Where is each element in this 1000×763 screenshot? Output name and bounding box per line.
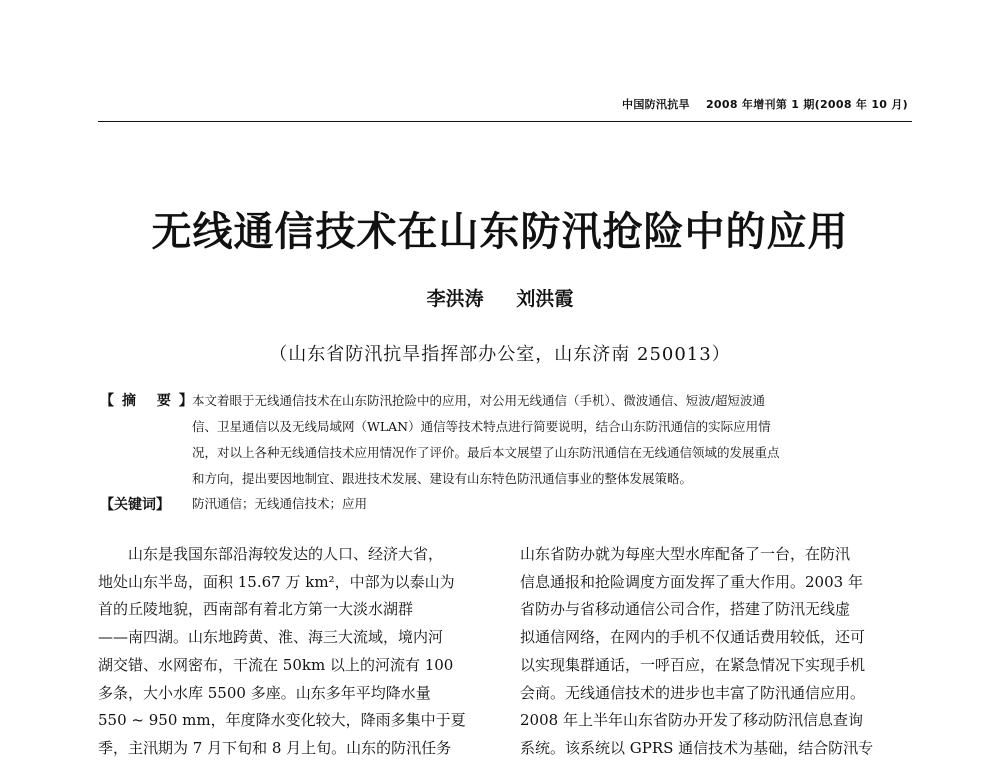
keywords-label: 【关键词】 <box>100 497 170 513</box>
abstract-line: 况，对以上各种无线通信技术应用情况作了评价。最后本文展望了山东防汛通信在无线通信领域的发展重点 <box>192 445 780 460</box>
article-title: 无线通信技术在山东防汛抢险中的应用 <box>151 208 849 255</box>
abstract-line: 本文着眼于无线通信技术在山东防汛抢险中的应用，对公用无线通信（手机）、微波通信、短波/超短波通 <box>192 393 765 408</box>
body-line: 省防办与省移动通信公司合作，搭建了防汛无线虚 <box>520 600 851 619</box>
abstract-line: 和方向，提出要因地制宜、跟进技术发展、建设有山东特色防汛通信事业的整体发展策略。 <box>192 471 693 486</box>
body-line: 湖交错、水网密布，干流在 50km 以上的河流有 100 <box>98 655 454 674</box>
abstract-text <box>192 388 912 492</box>
issue-info: 2008 年增刊第 1 期(2008 年 10 月) <box>705 98 908 111</box>
body-line: 2008 年上半年山东省防办开发了移动防汛信息查询 <box>520 711 863 730</box>
body-line: 系统。该系统以 GPRS 通信技术为基础，结合防汛专 <box>520 738 874 757</box>
body-line: ——南四湖。山东地跨黄、淮、海三大流域，境内河 <box>98 628 444 647</box>
body-line: 首的丘陵地貌，西南部有着北方第一大淡水湖群 <box>98 600 414 619</box>
author-2: 刘洪霞 <box>516 288 574 310</box>
authors <box>0 284 1000 311</box>
body-line: 多条，大小水库 5500 多座。山东多年平均降水量 <box>98 683 431 702</box>
body-line: 季，主汛期为 7 月下旬和 8 月上旬。山东的防汛任务 <box>98 738 452 757</box>
body-line: 550 ~ 950 mm，年度降水变化较大，降雨多集中于夏 <box>98 711 466 730</box>
author-1: 李洪涛 <box>426 288 484 310</box>
abstract-label: 【摘 要】 <box>100 393 201 409</box>
journal-name: 中国防汛抗旱 <box>622 98 690 111</box>
body-column-right <box>520 541 912 763</box>
body-line: 地处山东半岛，面积 15.67 万 km²，中部为以泰山为 <box>98 572 455 591</box>
affiliation: （山东省防汛抗旱指挥部办公室，山东济南 250013） <box>269 344 731 365</box>
header-rule <box>98 121 912 122</box>
body-line: 信息通报和抢险调度方面发挥了重大作用。2003 年 <box>520 572 863 591</box>
keywords-text: 防汛通信；无线通信技术；应用 <box>192 496 368 511</box>
body-column-left <box>98 541 490 763</box>
body-line: 以实现集群通话，一呼百应，在紧急情况下实现手机 <box>520 655 866 674</box>
abstract-line: 信、卫星通信以及无线局域网（WLAN）通信等技术特点进行简要说明，结合山东防汛通信的实际应用情 <box>192 419 771 434</box>
body-line: 拟通信网络，在网内的手机不仅通话费用较低，还可 <box>520 628 866 647</box>
body-line: 会商。无线通信技术的进步也丰富了防汛通信应用。 <box>520 683 866 702</box>
running-header <box>622 96 908 112</box>
body-line: 山东是我国东部沿海较发达的人口、经济大省， <box>98 545 444 563</box>
body-line: 山东省防办就为每座大型水库配备了一台，在防汛 <box>520 545 851 563</box>
